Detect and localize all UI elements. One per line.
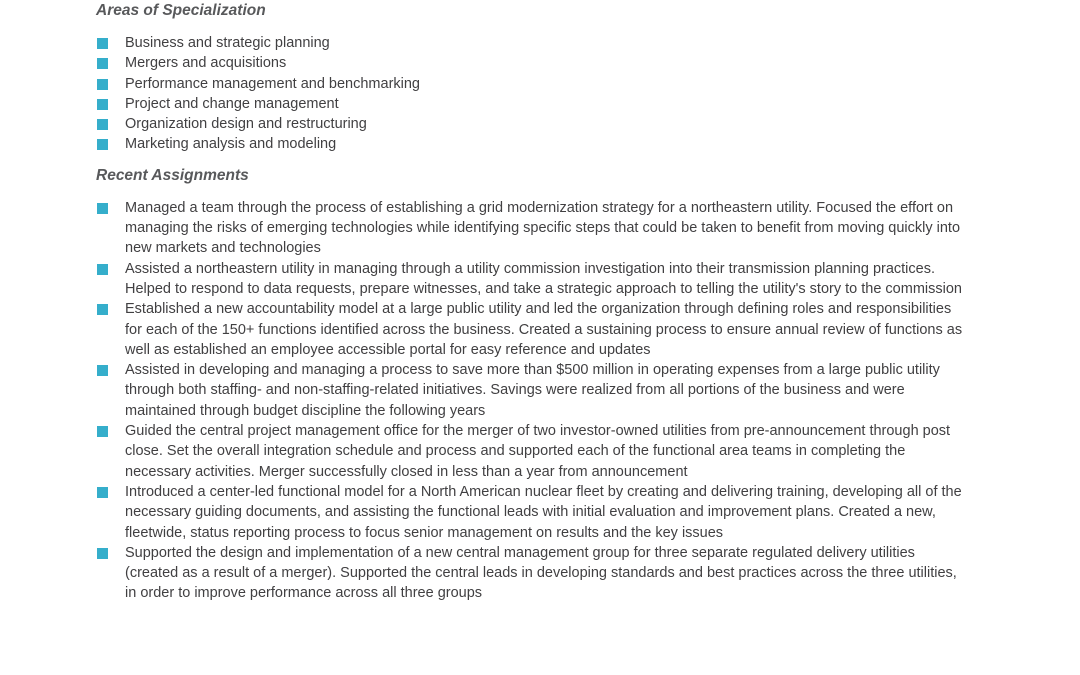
list-item xyxy=(96,114,970,134)
bullet-square-icon xyxy=(97,426,108,437)
bullet-square-icon xyxy=(97,119,108,130)
document-body xyxy=(96,0,976,604)
list-item-text: Marketing analysis and modeling xyxy=(125,136,337,153)
list-item xyxy=(96,360,970,421)
list-item-text: Project and change management xyxy=(125,95,339,112)
list-item-text: Supported the design and implementation of a new central management group for three separate regulated delivery utilities (created as a result of a merger). Supported the central leads in developing standards and best practices across the three utilities, in order to improve performance across all three groups xyxy=(125,544,957,602)
bullet-square-icon xyxy=(97,139,108,150)
bullet-square-icon xyxy=(97,58,108,69)
list-item-text: Guided the central project management office for the merger of two investor-owned utilities from pre-announcement through post close. Set the overall integration schedule and process and supported each of the functional area teams in completing the necessary activities. Merger successfully closed in less than a year from announcement xyxy=(125,423,951,480)
list-item-text: Performance management and benchmarking xyxy=(125,75,420,92)
list-item xyxy=(96,299,970,360)
list-item xyxy=(96,198,970,259)
bullet-square-icon xyxy=(97,38,108,49)
list-item-text: Assisted in developing and managing a process to save more than $500 million in operating expenses from a large public utility through both staffing- and non-staffing-related initiatives. Savings were realized from all portions of the business and were maintained through budget discipline the following years xyxy=(125,362,940,419)
bullet-square-icon xyxy=(97,79,108,90)
list-item-text: Organization design and restructuring xyxy=(125,116,367,133)
section-heading-areas-of-specialization: Areas of Specialization xyxy=(96,2,266,19)
list-item xyxy=(96,482,970,543)
bullet-square-icon xyxy=(97,548,108,559)
list-item xyxy=(96,421,970,482)
list-item xyxy=(96,543,970,604)
specialization-list xyxy=(96,33,976,155)
bullet-square-icon xyxy=(97,487,108,498)
list-item-text: Introduced a center-led functional model for a North American nuclear fleet by creating and delivering training, developing all of the necessary guiding documents, and assisting the functional leads with initial evaluation and improvement plans. Created a new, fleetwide, status reporting process to focus senior management on results and the key issues xyxy=(125,483,962,541)
list-item xyxy=(96,53,970,73)
bullet-square-icon xyxy=(97,365,108,376)
bullet-square-icon xyxy=(97,264,108,275)
assignments-list xyxy=(96,198,976,604)
bullet-square-icon xyxy=(97,304,108,315)
list-item-text: Established a new accountability model at a large public utility and led the organization through defining roles and responsibilities for each of the 150+ functions identified across the business. Created a sustaining process to ensure annual review of functions as well as established an employee accessible portal for easy reference and updates xyxy=(125,301,963,358)
section-areas-of-specialization xyxy=(96,1,976,155)
section-heading-recent-assignments: Recent Assignments xyxy=(96,166,249,184)
list-item-text: Mergers and acquisitions xyxy=(125,55,287,72)
list-item xyxy=(96,33,970,53)
list-item xyxy=(96,134,970,154)
bullet-square-icon xyxy=(97,203,108,214)
section-recent-assignments xyxy=(96,166,976,604)
bullet-square-icon xyxy=(97,99,108,110)
list-item xyxy=(96,74,970,94)
list-item-text: Business and strategic planning xyxy=(125,35,330,51)
list-item-text: Managed a team through the process of establishing a grid modernization strategy for a northeastern utility. Focused the effort on managing the risks of emerging technologies while identifying specific steps that could be taken to benefit from moving quickly into new markets and technologies xyxy=(125,199,961,257)
list-item-text: Assisted a northeastern utility in managing through a utility commission investigation into their transmission planning practices. Helped to respond to data requests, prepare witnesses, and take a strategic approach to telling the utility's story to the commission xyxy=(125,260,962,297)
list-item xyxy=(96,259,970,300)
list-item xyxy=(96,94,970,114)
